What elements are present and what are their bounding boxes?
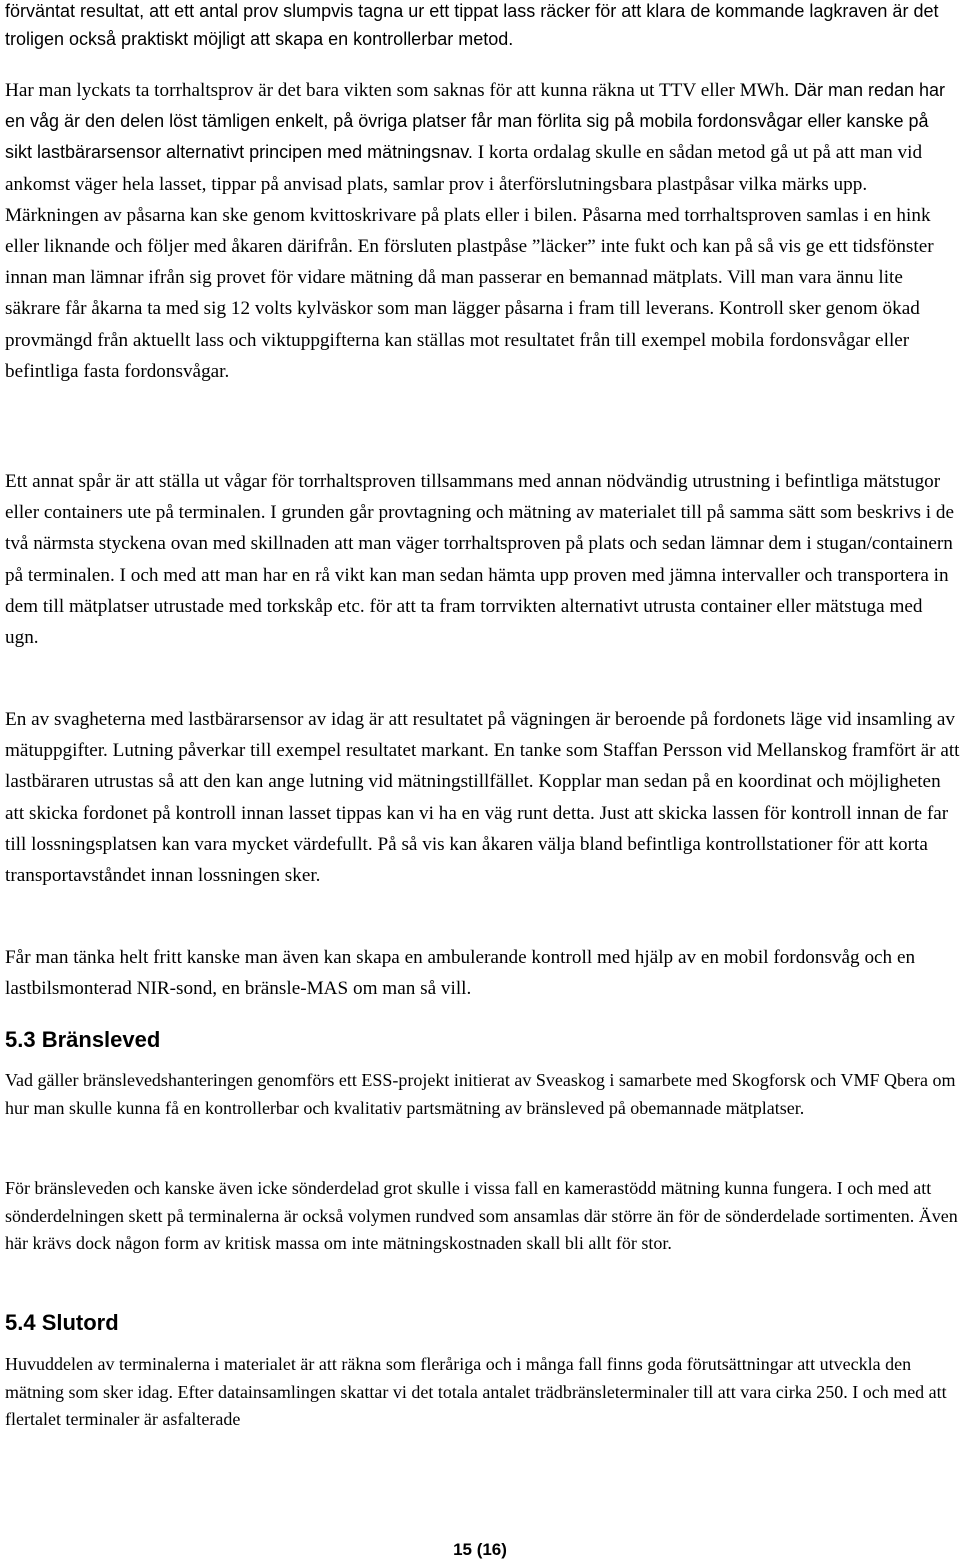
page-number: 15 (16): [453, 1540, 507, 1559]
paragraph-scales-in-huts: Ett annat spår är att ställa ut vågar för torrhaltsproven tillsammans med annan nödvändig utrustning i befintliga mätstugor eller containers ute på terminalen. I grunden går provtagning och mätning av materialet till på samma sätt som beskrivs i de två närmsta styckena ovan med skillnaden att man väger torrhaltsproven på plats och sedan lämnar dem i stugan/containern på terminalen. I och med att man har en rå vikt kan man sedan hämta upp proven med jämna intervaller och transportera in dem till mätplatser utrustade med torkskåp etc. för att ta fram torrvikten alternativt utrusta container eller mätstuga med ugn.: [5, 471, 954, 649]
paragraph-ess-project: Vad gäller bränslevedshanteringen genomförs ett ESS-projekt initierat av Sveaskog i samarbete med Skogforsk och VMF Qbera om hur man skulle kunna få en kontrollerbar och kvalitativ partsmätning av bränsleved på obemannade mätplatser.: [5, 1070, 956, 1118]
paragraph-sentence-2: Där man redan har en våg är den delen löst tämligen enkelt, på övriga platser får man förlita sig på mobila fordonsvågar eller kanske på sikt lastbärarsensor alternativt principen med mätningsnav.: [5, 80, 946, 163]
section-heading-5-3: 5.3 Bränsleved: [5, 1027, 161, 1052]
paragraph-load-sensor-weakness: En av svagheterna med lastbärarsensor av idag är att resultatet på vägningen är beroende på fordonets läge vid insamling av mätuppgifter. Lutning påverkar till exempel resultatet markant. En tanke som Staffan Persson vid Mellanskog framfört är att lastbäraren utrustas så att den kan ange lutning vid mätningstillfället. Kopplar man sedan på en koordinat och möjligheten att skicka fordonet på kontroll innan lasset tippas kan vi ha en väg runt detta. Just att skicka lassen för kontroll innan de far till lossningsplatsen kan vara mycket värdefullt. På så vis kan åkaren välja bland befintliga kontrollstationer för att korta transportavståndet innan lossningen sker.: [5, 709, 960, 887]
paragraph-weight-measurement: [5, 75, 960, 387]
paragraph-sentence-3: I korta ordalag skulle en sådan metod gå ut på att man vid ankomst väger hela lasset, tippar på anvisad plats, samlar prov i återförslutningsbara plastpåsar vilka märks upp. Märkningen av påsarna kan ske genom kvittoskrivare på plats eller i bilen. Påsarna med torrhaltsproven samlas i en hink eller liknande och följer med åkaren därifrån. En försluten plastpåse ”läcker” inte fukt och kan på så vis ge ett tidsfönster innan man lämnar ifrån sig provet för vidare mätning då man passerar en bemannad mätplats. Vill man vara ännu lite säkrare får åkarna ta med sig 12 volts kylväskor som man lägger påsarna i fram till leverans. Kontroll sker genom ökad provmängd från aktuellt lass och viktuppgifterna kan ställas mot resultatet från till exempel mobila fordonsvågar eller befintliga fasta fordonsvågar.: [5, 142, 934, 382]
paragraph-conclusion: Huvuddelen av terminalerna i materialet är att räkna som fleråriga och i många fall finns goda förutsättningar att utveckla den mätning som sker idag. Efter datainsamlingen skattar vi det totala antalet trädbränsleterminaler till att vara cirka 250. I och med att flertalet terminaler är asfalterade: [5, 1354, 947, 1429]
paragraph-intro-continuation: förväntat resultat, att ett antal prov slumpvis tagna ur ett tippat lass räcker för att klara de kommande lagkraven är det troligen också praktiskt möjligt att skapa en kontrollerbar metod.: [5, 1, 939, 49]
paragraph-sentence-1: Har man lyckats ta torrhaltsprov är det bara vikten som saknas för att kunna räkna ut TTV eller MWh.: [5, 80, 790, 101]
section-heading-5-4: 5.4 Slutord: [5, 1310, 119, 1335]
paragraph-camera-measurement: För bränsleveden och kanske även icke sönderdelad grot skulle i vissa fall en kamerastödd mätning kunna fungera. I och med att sönderdelningen skett på terminalerna är också volymen rundved som ansamlas där större än för de sönderdelade sortimenten. Även här krävs dock någon form av kritisk massa om inte mätningskostnaden skall bli allt för stor.: [5, 1178, 958, 1253]
paragraph-mobile-control: Får man tänka helt fritt kanske man även kan skapa en ambulerande kontroll med hjälp av en mobil fordonsvåg och en lastbilsmonterad NIR-sond, en bränsle-MAS om man så vill.: [5, 947, 916, 1000]
